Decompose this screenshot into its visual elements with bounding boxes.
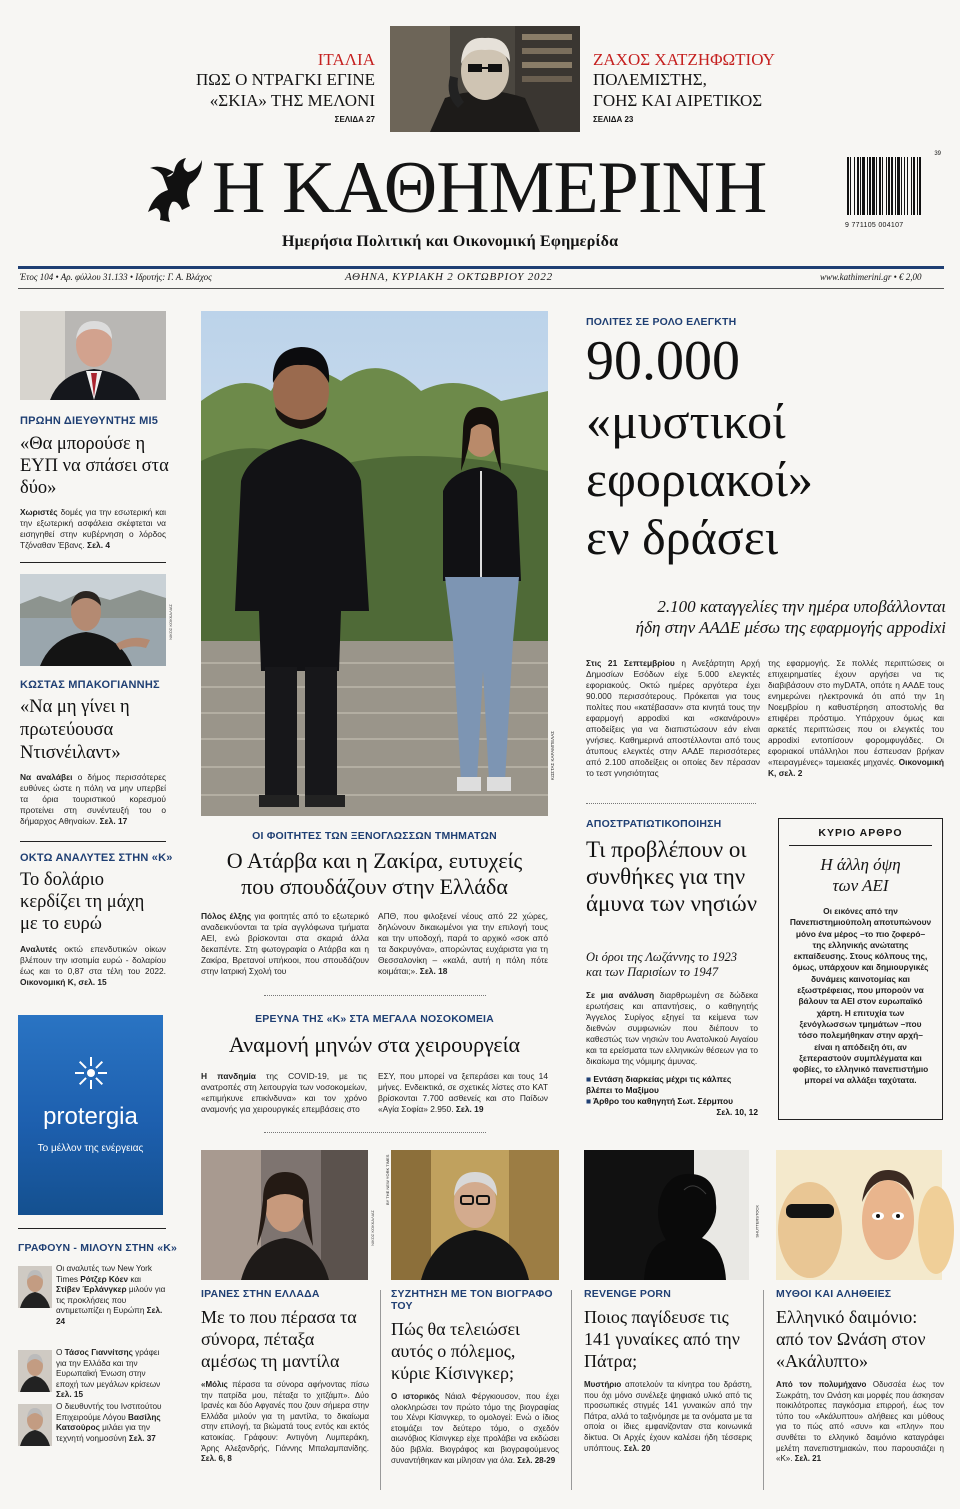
- teaser-right-line2: ΓΟΗΣ ΚΑΙ ΑΙΡΕΤΙΚΟΣ: [593, 91, 763, 110]
- barcode-bar: [891, 157, 893, 215]
- col-rule-1: [380, 1290, 381, 1490]
- barcode: [845, 151, 941, 229]
- bottom-photo-kissinger: [385, 1150, 559, 1280]
- bakoyannis-portrait-icon: [20, 574, 166, 666]
- masthead-rule-top: [18, 266, 944, 269]
- barcode-bar: [847, 157, 849, 215]
- hospitals-col2: [378, 1071, 548, 1115]
- main-deck-line1: 2.100 καταγγελίες την ημέρα υποβάλλονται: [657, 597, 946, 616]
- write-item-text: [56, 1402, 166, 1444]
- bottom-story[interactable]: [201, 1288, 369, 1465]
- protergia-ad[interactable]: [18, 1015, 163, 1215]
- students-lead: Πόλος έλξης: [201, 911, 252, 921]
- bottom-rule-center: [264, 1132, 486, 1133]
- defense-headline[interactable]: Τι προβλέπουν οι συνθήκες για την άμυνα των νησιών: [586, 837, 758, 916]
- bottom-story-headline[interactable]: Ποιος παγίδευσε τις 141 γυναίκες από την Πάτρα;: [584, 1307, 740, 1371]
- barcode-bar: [895, 157, 896, 215]
- masthead-title: Η ΚΑΘΗΜΕΡΙΝΗ: [212, 147, 767, 229]
- bottom-story[interactable]: [584, 1288, 752, 1454]
- write-item-text: [56, 1348, 166, 1401]
- barcode-bar: [919, 157, 921, 215]
- students-ref: Σελ. 18: [417, 966, 448, 976]
- mi5-lead: Χωριστές: [20, 507, 58, 517]
- editorial-kicker: ΚΥΡΙΟ ΑΡΘΡΟ: [789, 827, 932, 846]
- defense-bullet-1-text: Εντάση διαρκείας μέχρι τις κάλπες βλέπει το Μαξίμου: [586, 1074, 732, 1095]
- teaser-photo-writer: [390, 26, 580, 132]
- teaser-right-line1: ΠΟΛΕΜΙΣΤΗΣ,: [593, 70, 707, 89]
- hospitals-rule: [264, 995, 486, 996]
- revenge-credit: SHUTTERSTOCK: [755, 1205, 760, 1238]
- bottom-story-lead: Μυστήριο: [584, 1380, 622, 1389]
- bottom-story-text: Νάιαλ Φέργκιουσον, που έχει ολοκληρώσει τον πρώτο τόμο της βιογραφίας του Χένρι Κίσινγκερ, το ομολογεί: Ενώ ο ίδιος ετοιμάζει τον δεύτερο τόμο, ο σχεδόν αιωνόβιος Κίσινγκερ είχε προλάβει να εκδώσει δύο βιβλία. Βιογράφος και βιογραφούμενος συναντήθηκαν και μίλησαν για όλα.: [391, 1392, 559, 1465]
- write-item-pre: Ο διευθυντής του Ινστιτούτου Επιχειρούμε Λόγου: [56, 1402, 162, 1422]
- students-headline-line1: Ο Ατάρβα και η Ζακίρα, ευτυχείς: [226, 848, 523, 873]
- barcode-icon: [845, 157, 941, 217]
- bottom-story-body: [201, 1380, 369, 1465]
- hospitals-col1: [201, 1071, 367, 1115]
- myths-illustration-icon: [776, 1150, 942, 1280]
- teaser-right[interactable]: [593, 50, 823, 124]
- barcode-bar: [862, 157, 865, 215]
- barcode-bar: [854, 157, 855, 215]
- bottom-story-lead: Ο ιστορικός: [391, 1392, 440, 1401]
- bottom-story-lead: «Μόλις: [201, 1380, 228, 1389]
- barcode-bar: [911, 157, 912, 215]
- defense-deck: Οι όροι της Λωζάννης το 1923 και των Παρισίων το 1947: [586, 950, 737, 979]
- col-rule-2: [571, 1290, 572, 1490]
- barcode-bar: [888, 157, 890, 215]
- sidebar-divider-2: [20, 841, 166, 842]
- students-kicker: ΟΙ ΦΟΙΤΗΤΕΣ ΤΩΝ ΞΕΝΟΓΛΩΣΣΩΝ ΤΜΗΜΑΤΩΝ: [252, 830, 497, 842]
- write-item-pre: Οι αναλυτές των New York Times: [56, 1264, 152, 1284]
- students-text1: για φοιτητές από το εξωτερικό αναδεικνύονται τα τρία αγγλόφωνα τμήματα ΑΕΙ, ενώ βρίσκονται στα σκαριά άλλα δεκαπέντε. Στη φωτογραφία ο Ατάρβα και η Ζακίρα, Βρετανοί υπήκοοι, που σπουδάζουν στην Ιατρική Σχολή του: [201, 911, 369, 976]
- bottom-photo-myths: [776, 1150, 942, 1280]
- students-headline-line2: που σπουδάζουν στην Ελλάδα: [241, 874, 508, 899]
- columnist-avatar: [18, 1404, 52, 1446]
- dollar-headline[interactable]: Το δολάριο κερδίζει τη μάχη με το ευρώ: [20, 870, 145, 934]
- barcode-bar: [867, 157, 868, 215]
- students-headline[interactable]: [201, 848, 548, 900]
- barcode-bar: [917, 157, 918, 215]
- write-item-text: [56, 1264, 166, 1328]
- main-headline-line3: εν δράσει: [586, 509, 779, 565]
- hospitals-headline[interactable]: Αναμονή μηνών στα χειρουργεία: [228, 1032, 521, 1057]
- main-headline-number: 90.000: [586, 330, 740, 392]
- write-item-mid: και: [128, 1274, 141, 1284]
- barcode-number: 9 771105 004107: [845, 222, 904, 229]
- barcode-bar: [907, 157, 908, 215]
- bottom-story-body: [584, 1380, 752, 1454]
- protergia-brand: protergia: [43, 1103, 138, 1130]
- main-headline-line2: εφοριακοί»: [586, 451, 814, 507]
- editorial-headline-line1: Η άλλη όψη: [820, 855, 901, 874]
- bakoyannis-lead: Να αναλάβει: [20, 772, 73, 782]
- barcode-bar: [879, 157, 881, 215]
- editorial-body-1: Οι εικόνες από την Πανεπιστημιούπολη αποτυπώνουν μόνο ένα μέρος –το πιο ζοφερό– της ελληνικής ανώτατης εκπαίδευσης.: [789, 906, 932, 962]
- defense-kicker: ΑΠΟΣΤΡΑΤΙΩΤΙΚΟΠΟΙΗΣΗ: [586, 818, 722, 830]
- bakoyannis-text: ο δήμος περισσότερες ευθύνες ώστε η πόλη να μην υπερβεί τα όρια τουριστικού κορεσμού προτείνει στη συνέντευξή του ο δήμαρχος Αθηναίων.: [20, 772, 166, 826]
- dollar-kicker: ΟΚΤΩ ΑΝΑΛΥΤΕΣ ΣΤΗΝ «Κ»: [20, 852, 173, 864]
- teaser-left-line2: «ΣΚΙΑ» ΤΗΣ ΜΕΛΟΝΙ: [209, 91, 375, 110]
- barcode-bar: [901, 157, 902, 215]
- bottom-story-text: Οδυσσέα έως τον Σωκράτη, τον Ωνάση και μορφές που άσκησαν ποικιλότροπες παγκόσμια επιρροή, έως τον τύπο του «Ακάλυπτου» αλήθειες και μύθους για το πώς από «συν» και «πλην» που συνθέτει το ελληνικό δαιμόνιο καταγράφει μελέτη πανεπιστημιακών, που παρουσιάζει η «Κ».: [776, 1380, 945, 1464]
- dollar-ref: Οικονομική Κ, σελ. 15: [20, 977, 107, 987]
- defense-bullet-1[interactable]: [586, 1074, 758, 1096]
- kissinger-photo-icon: [391, 1150, 559, 1280]
- barcode-bar: [886, 157, 887, 215]
- mi5-body: [20, 507, 166, 551]
- writer-photo-icon: [390, 26, 580, 132]
- write-item[interactable]: [18, 1264, 166, 1326]
- iranian-woman-photo-icon: [201, 1150, 368, 1280]
- hospitals-kicker: ΕΡΕΥΝΑ ΤΗΣ «Κ» ΣΤΑ ΜΕΓΑΛΑ ΝΟΣΟΚΟΜΕΙΑ: [255, 1013, 494, 1025]
- bakoyannis-ref: Σελ. 17: [97, 816, 128, 826]
- main-headline-line1: «μυστικοί: [586, 393, 786, 449]
- barcode-bar: [850, 157, 851, 215]
- bottom-story-lead: Από τον πολυμήχανο: [776, 1380, 867, 1389]
- masthead-date: ΑΘΗΝΑ, ΚΥΡΙΑΚΗ 2 ΟΚΤΩΒΡΙΟΥ 2022: [345, 271, 553, 283]
- write-item-name: Τάσος Γιαννίτσης: [64, 1348, 133, 1357]
- bottom-story[interactable]: [391, 1288, 559, 1466]
- main-headline[interactable]: [586, 330, 946, 566]
- barcode-bar: [869, 157, 871, 215]
- main-kicker: ΠΟΛΙΤΕΣ ΣΕ ΡΟΛΟ ΕΛΕΓΚΤΗ: [586, 316, 737, 328]
- barcode-bar: [872, 157, 875, 215]
- main-col1: [586, 658, 760, 779]
- mi5-portrait-icon: [20, 311, 166, 400]
- bottom-photo-revenge: [584, 1150, 760, 1280]
- protergia-logo-icon: [73, 1055, 109, 1091]
- dollar-body: [20, 944, 166, 988]
- hospitals-lead: Η πανδημία: [201, 1071, 256, 1081]
- main-text2: της εφαρμογής. Σε πολλές περιπτώσεις οι επιχειρηματίες έχουν αργήσει να τις διαβιβάσουν στο myDATA, οπότε η ΑΑΔΕ τους ενημερώνει ηλεκτρονικά ότι από την 1η Νοεμβρίου η καθυστέρηση αποστολής θα επιφέρει πρόστιμο. Υπάρχουν όμως και αρκετές περιπτώσεις που οι ελεγκτές του appodixi εντοπίσουν φορομφυγάδες. Οι εφοριακοί υπάλληλοι που έσπευσαν βρήκαν «πειραγμένες» ταμειακές μηχανές.: [768, 658, 944, 767]
- sidebar-divider-3: [18, 1228, 166, 1229]
- mi5-photo: [20, 311, 166, 400]
- bullet-icon: ■: [586, 1074, 594, 1084]
- bottom-photo-iranian: [201, 1150, 375, 1280]
- students-photo-icon: [201, 311, 548, 816]
- mi5-text: δομές για την εσωτερική και την εξωτερική ασφάλεια σκέφτεται να εισηγηθεί στην κυβέρνηση ο λόρδος Τζόναθαν Έβανς.: [20, 507, 166, 550]
- write-item-ref: Σελ. 15: [56, 1390, 84, 1400]
- hospitals-text2: ΕΣΥ, που μπορεί να ξεπεράσει και τους 14 μήνες. Ενδεικτικά, σε σχετικές λίστες στο ΚΑΤ βρίσκονται 7.700 ασθενείς και στο Παίδων «Αγία Σοφία» 2.950.: [378, 1071, 548, 1114]
- defense-ref: Σελ. 10, 12: [716, 1107, 758, 1117]
- protergia-tagline: Το μέλλον της ενέργειας: [37, 1143, 144, 1154]
- write-item[interactable]: [18, 1348, 166, 1400]
- kissinger-credit: BY THE NEW YORK TIMES: [385, 1154, 390, 1205]
- bakoyannis-photo: [20, 574, 173, 666]
- editorial-box[interactable]: [778, 818, 943, 1120]
- teaser-right-page: ΣΕΛΙΔΑ 23: [593, 115, 634, 124]
- students-photo: [201, 311, 555, 816]
- masthead-info-left: Έτος 104 • Αρ. φύλλου 31.133 • Ιδρυτής: Γ. Α. Βλάχος: [20, 272, 212, 282]
- hospitals-text1: της COVID-19, με τις ανατροπές στη λειτουργία των νοσοκομείων, «επιμήκυνε επικίνδυνα» και τον χρόνο αναμονής για χειρουργικές επεμβάσεις στο: [201, 1071, 368, 1114]
- iranian-credit: ΝΙΚΟΣ ΚΟΚΚΑΛΙΑΣ: [370, 1210, 375, 1246]
- students-col1: [201, 911, 369, 977]
- teaser-right-kicker: ΖΑΧΟΣ ΧΑΤΖΗΦΩΤΙΟΥ: [593, 50, 775, 69]
- main-deck: [586, 596, 946, 638]
- editorial-headline: [789, 854, 932, 896]
- teaser-left-line1: ΠΩΣ Ο ΝΤΡΑΓΚΙ ΕΓΙΝΕ: [196, 70, 375, 89]
- bakoyannis-kicker: ΚΩΣΤΑΣ ΜΠΑΚΟΓΙΑΝΝΗΣ: [20, 679, 160, 691]
- bottom-story-headline[interactable]: Ελληνικό δαιμόνιο: από τον Ωνάση στον «Ακάλυπτο»: [776, 1307, 926, 1371]
- bottom-story-body: [391, 1392, 559, 1466]
- bakoyannis-credit: ΝΙΚΟΣ ΚΟΚΚΑΛΙΑΣ: [168, 604, 173, 640]
- mi5-ref: Σελ. 4: [84, 540, 111, 550]
- main-text1: η Ανεξάρτητη Αρχή Δημοσίων Εσόδων είχε 5.000 ελεγκτές εφοριακούς. Οκτώ ημέρες αργότερα έχει 90.000 περισσότερους. Πρόκειται για τους πολίτες που «κατέβασαν» στα κινητά τους την εφαρμογή appodixi και «σκανάρουν» αποδείξεις για να διαπιστώσουν εάν είναι γνήσιες. Καθημερινά αποστέλλονται από τους άτυπους ελεγκτές στην ΑΑΔΕ περισσότερες από 2.100 αποδείξεις οι οποίες δεν πέρασαν το τεστ γνησιότητας: [586, 658, 760, 778]
- editorial-headline-line2: των ΑΕΙ: [832, 876, 889, 895]
- bottom-story-body: [776, 1380, 944, 1465]
- dollar-lead: Αναλυτές: [20, 944, 57, 954]
- write-item-name2: Στίβεν Έρλάνγκερ: [56, 1285, 127, 1295]
- bottom-story-text: αποτελούν τα κίνητρα του δράστη, που όχι μόνο συνέλεξε ψηφιακό υλικό από τις προσωπικές στιγμές 141 γυναικών από την Πάτρα, αλλά το ταξινόμησε με τα ονόματα με τα οποία οι ίδιες εμφανίζονταν στα κοινωνικά δίκτυα. Οι Αρχές έχουν καλέσει ήδη τέσσερις υπόπτους.: [584, 1380, 752, 1453]
- bottom-story-headline[interactable]: Με το που πέρασα τα σύνορα, πέταξα αμέσως τη μαντίλα: [201, 1307, 357, 1371]
- write-item-ref: Σελ. 24: [56, 1306, 163, 1326]
- defense-lead: Σε μια ανάλυση: [586, 990, 655, 1000]
- barcode-bar: [882, 157, 883, 215]
- hospitals-ref: Σελ. 19: [453, 1104, 484, 1114]
- masthead-info-right: www.kathimerini.gr • € 2,00: [820, 272, 922, 282]
- barcode-bar: [857, 157, 859, 215]
- masthead-rule-bottom: [18, 288, 944, 289]
- mi5-headline[interactable]: «Θα μπορούσε η ΕΥΠ να σπάσει στα δύο»: [20, 434, 169, 498]
- bottom-story-kicker: ΙΡΑΝΕΣ ΣΤΗΝ ΕΛΛΑΔΑ: [201, 1288, 320, 1300]
- write-item-post: μιλάει για την τεχνητή νοημοσύνη: [56, 1423, 150, 1443]
- students-text2: ΑΠΘ, που φιλοξενεί νέους από 22 χώρες, δηλώνουν δικαιωμένοι για την επιλογή τους και την υποδοχή, παρά το αρχικό «σοκ από τα δακρυγόνα», απορώντας ευχάριστα για τη Θεσσαλονίκη – «καλά, αυτή η πόλη πότε κοιμάται;».: [378, 911, 548, 976]
- columnist-avatar: [18, 1350, 52, 1392]
- defense-bullet-2-text: Άρθρο του καθηγητή Σωτ. Σέρμπου: [593, 1096, 733, 1106]
- teaser-left[interactable]: [150, 50, 375, 124]
- editorial-body: [789, 906, 932, 1087]
- main-deck-line2: ήδη στην ΑΑΔΕ μέσω της εφαρμογής appodixi: [635, 618, 946, 637]
- main-ref: Οικονομική Κ, σελ. 2: [768, 757, 945, 778]
- students-col2: [378, 911, 548, 977]
- teaser-left-kicker: ΙΤΑΛΙΑ: [317, 50, 375, 69]
- bottom-story-ref: Σελ. 28-29: [515, 1455, 556, 1465]
- main-col2: [768, 658, 944, 779]
- write-item-post: γράφει για την Ελλάδα και την Ευρωπαϊκή Ένωση στην εποχή των μεγάλων κρίσεων: [56, 1348, 161, 1389]
- barcode-bar: [860, 157, 861, 215]
- bottom-story-kicker: ΜΥΘΟΙ ΚΑΙ ΑΛΗΘΕΙΕΣ: [776, 1288, 892, 1300]
- bottom-story-ref: Σελ. 20: [621, 1443, 651, 1453]
- bottom-story-text: πέρασα τα σύνορα αφήνοντας πίσω την πατρίδα μου, πέταξα το χιτζάμπ». Δύο Ιρανές και δύο Αφγανές που ζουν σήμερα στην Ελλάδα μιλούν για τη μαντίλα, το δικαίωμα στην επιλογή, τα βιώματά τους εντός και εκτός κατοικίας. Γράφουν: Αντιγόνη Λυμπεράκη, Άρης Αλεξανδρής, Γιάννης Μπαλαμπανίδης.: [201, 1380, 369, 1453]
- write-item-ref: Σελ. 37: [126, 1433, 156, 1443]
- defense-bullets: [586, 1074, 758, 1118]
- bottom-story-ref: Σελ. 21: [792, 1454, 822, 1464]
- students-photo-credit: ΚΩΣΤΑΣ ΚΑΡΑΜΠΕΛΑΣ: [550, 731, 555, 781]
- defense-rule: [586, 803, 756, 804]
- bottom-story-kicker: REVENGE PORN: [584, 1288, 671, 1300]
- write-item-name: Ρότζερ Κόεν: [80, 1274, 129, 1284]
- mi5-kicker: ΠΡΩΗΝ ΔΙΕΥΘΥΝΤΗΣ MI5: [20, 415, 159, 427]
- write-item-name: Βασίλης Κατσούρος: [56, 1412, 161, 1433]
- write-item-post: μιλούν για τις προκλήσεις που αντιμετωπίζει η Ευρώπη: [56, 1285, 166, 1316]
- defense-bullet-2[interactable]: [586, 1096, 758, 1107]
- write-item[interactable]: [18, 1402, 166, 1466]
- barcode-bar: [897, 157, 900, 215]
- revenge-silhouette-icon: [584, 1150, 749, 1280]
- bottom-story-ref: Σελ. 6, 8: [201, 1454, 232, 1464]
- columnist-avatar: [18, 1266, 52, 1308]
- editorial-body-2: Στους κόλπους της, όμως, υπάρχουν και δημιουργικές δυνάμεις καινοτομίας και εξωστρέφειας, που μπορούν να βάλουν τα ΑΕΙ στον ευρωπαϊκό χάρτη. Η επιτυχία των ξενόγλωσσων τμημάτων –που τόσο πολεμήθηκαν στην αρχή– είναι η απόδειξη ότι, αν ξεπεραστούν συμπλέγματα και φοβίες, το ελληνικό πανεπιστήμιο μπορεί να αλλάξει ταχύτατα.: [792, 951, 929, 1086]
- teaser-left-page: ΣΕΛΙΔΑ 27: [334, 115, 375, 124]
- bakoyannis-body: [20, 772, 166, 827]
- griffin-icon: [140, 150, 208, 226]
- barcode-bar: [913, 157, 915, 215]
- write-list: [18, 1264, 166, 1476]
- bottom-story-kicker: ΣΥΖΗΤΗΣΗ ΜΕ ΤΟΝ ΒΙΟΓΡΑΦΟ ΤΟΥ: [391, 1288, 553, 1312]
- barcode-code: 39: [934, 151, 941, 157]
- barcode-bar: [876, 157, 877, 215]
- masthead-subtitle: Ημερήσια Πολιτική και Οικονομική Εφημερίδα: [282, 233, 619, 250]
- defense-body: [586, 990, 758, 1067]
- bottom-story-headline[interactable]: Πώς θα τελειώσει αυτός ο πόλεμος, κύριε Κίσινγκερ;: [391, 1319, 520, 1383]
- write-item-pre: Ο: [56, 1348, 65, 1357]
- write-kicker: ΓΡΑΦΟΥΝ - ΜΙΛΟΥΝ ΣΤΗΝ «Κ»: [18, 1242, 178, 1254]
- main-lead: Στις 21 Σεπτεμβρίου: [586, 658, 675, 668]
- dollar-text: οκτώ επενδυτικών οίκων βλέπουν την ισοτιμία ευρώ - δολαρίου έως και το 0,87 στα τέλη του 2022.: [20, 944, 166, 976]
- barcode-bar: [904, 157, 905, 215]
- griffin-logo: [140, 150, 208, 226]
- col-rule-3: [763, 1290, 764, 1490]
- bakoyannis-headline[interactable]: «Να μη γίνει η πρωτεύουσα Ντισνέιλαντ»: [20, 697, 130, 763]
- sidebar-divider-1: [20, 562, 166, 563]
- defense-text: διαρθρωμένη σε δώδεκα ερωτήσεις και απαντήσεις, ο καθηγητής Άγγελος Συρίγος εξηγεί τα κείμενα των διεθνών συμφωνιών που διέπουν το καθεστώς των νησιών του Ανατολικού Αιγαίου και τα ερείσματα των ελληνικών θέσεων για το δικαίωμα της νόμιμης άμυνας.: [586, 990, 758, 1066]
- bottom-story[interactable]: [776, 1288, 944, 1465]
- bullet-icon: ■: [586, 1096, 594, 1106]
